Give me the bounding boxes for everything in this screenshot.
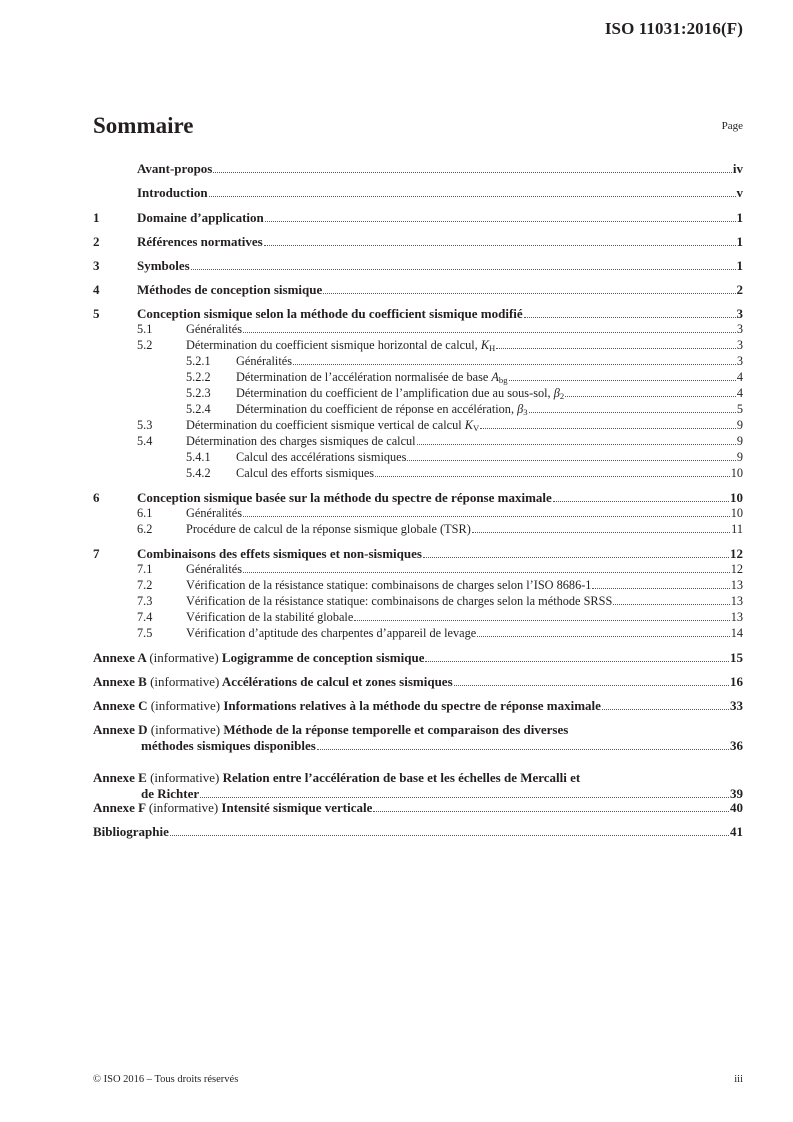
annex-type: (informative) (150, 770, 220, 785)
toc-entry-text: Vérification de la résistance statique: combinaisons de charges selon la méthode SRSS (186, 594, 613, 608)
toc-entry-text: Introduction (137, 185, 208, 200)
toc-entry-title (186, 594, 612, 609)
annex-line-1 (93, 770, 743, 786)
toc-entry-text: Détermination du coefficient sismique horizontal de calcul, (186, 338, 481, 352)
math-subscript: bg (498, 375, 508, 385)
annex-page: 16 (730, 674, 743, 689)
toc-entry-page: 11 (731, 522, 743, 536)
toc-entry-page: 9 (736, 434, 743, 448)
annex-title: Informations relatives à la méthode du spectre de réponse maximale (223, 698, 601, 713)
dot-leader (213, 172, 732, 173)
dot-leader (425, 661, 729, 662)
toc-entry-number: 6 (93, 490, 100, 505)
dot-leader (417, 444, 736, 445)
toc-entry-number: 3 (93, 258, 100, 273)
dot-leader (243, 516, 730, 517)
toc-annex-entry[interactable] (93, 722, 743, 754)
toc-entry-text: Généralités (186, 562, 242, 576)
toc-entry-text: Détermination des charges sismiques de calcul (186, 434, 416, 448)
annex-label: Annexe D (93, 722, 148, 737)
dot-leader (480, 428, 736, 429)
toc-entry-title (236, 370, 508, 385)
toc-entry-number: 7.5 (137, 626, 153, 640)
dot-leader (264, 245, 736, 246)
toc-entry-page: iv (732, 161, 743, 176)
dot-leader (323, 293, 735, 294)
dot-leader (509, 380, 736, 381)
toc-entry-page: 1 (736, 258, 743, 273)
toc-entry-number: 5.2.3 (186, 386, 211, 400)
toc-entry-title (137, 258, 190, 274)
dot-leader (293, 364, 736, 365)
toc-annex-entry[interactable] (93, 770, 743, 802)
bibliography-page: 41 (730, 824, 743, 839)
toc-entry-number: 5.4 (137, 434, 153, 448)
annex-type: (informative) (150, 722, 221, 737)
annex-label: Annexe C (93, 698, 148, 713)
annex-type: (informative) (148, 800, 219, 815)
math-symbol: β (553, 386, 560, 400)
toc-entry[interactable] (93, 466, 743, 481)
toc-entry[interactable] (93, 234, 743, 250)
math-subscript: H (489, 343, 496, 353)
toc-entry-title (186, 418, 479, 433)
toc-entry-title (137, 282, 322, 298)
toc-entry[interactable] (93, 578, 743, 593)
toc-entry-title (186, 522, 471, 537)
toc-entry-text: Vérification d’aptitude des charpentes d’appareil de levage (186, 626, 477, 640)
annex-type: (informative) (149, 650, 219, 665)
toc-entry-number: 5 (93, 306, 100, 321)
toc-entry-text: Domaine d’application (137, 210, 264, 225)
toc-entry-page: 3 (736, 354, 743, 368)
toc-entry-title (236, 466, 374, 481)
annex-title: Logigramme de conception sismique (221, 650, 425, 665)
annex-type: (informative) (150, 674, 220, 689)
math-subscript: V (472, 423, 480, 433)
math-symbol: β (517, 402, 524, 416)
toc-entry-text: Calcul des accélérations sismiques (236, 450, 407, 464)
toc-entry-page: 10 (730, 466, 743, 480)
annex-label: Annexe A (93, 650, 147, 665)
toc-entry-number: 5.3 (137, 418, 153, 432)
toc-entry-text: Détermination du coefficient de réponse en accélération, (236, 402, 518, 416)
annex-line-1 (93, 722, 743, 738)
toc-entry-title (236, 402, 528, 417)
annex-type: (informative) (150, 698, 221, 713)
dot-leader (553, 501, 729, 502)
toc-entry-title (137, 185, 208, 201)
toc-entry[interactable] (93, 386, 743, 401)
toc-entry-text: Généralités (186, 506, 242, 520)
annex-page: 40 (730, 800, 743, 815)
toc-entry[interactable] (93, 546, 743, 562)
toc-entry-page: 14 (730, 626, 743, 640)
dot-leader (243, 572, 730, 573)
page-column-label: Page (721, 120, 743, 132)
toc-entry[interactable] (93, 322, 743, 337)
toc-entry-number: 6.2 (137, 522, 153, 536)
toc-entry-text: Méthodes de conception sismique (137, 282, 323, 297)
toc-entry[interactable] (93, 490, 743, 506)
toc-entry-text: Vérification de la résistance statique: combinaisons de charges selon l’ISO 8686-1 (186, 578, 592, 592)
toc-entry[interactable] (93, 522, 743, 537)
toc-entry-text: Détermination du coefficient sismique vertical de calcul (186, 418, 465, 432)
toc-entry-text: Détermination du coefficient de l’amplification due au sous-sol, (236, 386, 554, 400)
toc-entry-number: 2 (93, 234, 100, 249)
toc-entry-number: 5.2.1 (186, 354, 211, 368)
dot-leader (454, 685, 729, 686)
toc-entry-page: v (736, 185, 743, 200)
toc-entry-title (186, 610, 353, 625)
toc-entry-title (236, 354, 292, 369)
math-symbol: K (464, 418, 473, 432)
toc-entry[interactable] (93, 594, 743, 609)
toc-entry[interactable] (93, 506, 743, 521)
dot-leader (243, 332, 736, 333)
toc-entry-page: 10 (730, 490, 743, 505)
toc-entry-title (186, 562, 242, 577)
dot-leader (200, 797, 729, 798)
toc-entry-number: 5.2.4 (186, 402, 211, 416)
toc-entry-title (137, 546, 422, 562)
dot-leader (265, 221, 736, 222)
toc-entry-text: Références normatives (137, 234, 263, 249)
toc-entry-text: Procédure de calcul de la réponse sismique globale (TSR) (186, 522, 471, 536)
toc-entry-number: 7 (93, 546, 100, 561)
annex-label: Annexe E (93, 770, 147, 785)
annex-title-group (93, 674, 453, 690)
toc-entry[interactable] (93, 354, 743, 369)
toc-entry[interactable] (93, 434, 743, 449)
toc-entry-page: 13 (730, 610, 743, 624)
toc-entry-number: 4 (93, 282, 100, 297)
toc-entry[interactable] (93, 338, 743, 353)
dot-leader (423, 557, 729, 558)
toc-entry-title (186, 434, 416, 449)
page-title: Sommaire (93, 113, 194, 138)
toc-entry-title (137, 306, 523, 322)
toc-entry-title (137, 161, 212, 177)
toc-annex-entry[interactable] (93, 800, 743, 816)
annex-title-group (93, 800, 372, 816)
toc-entry-title (137, 490, 552, 506)
toc-entry-text: Détermination de l’accélération normalisée de base (236, 370, 492, 384)
toc-entry[interactable] (93, 402, 743, 417)
annex-title: Intensité sismique verticale (221, 800, 373, 815)
toc-entry-title (186, 506, 242, 521)
annex-title-continued: méthodes sismiques disponibles (141, 738, 316, 753)
toc-entry-page: 10 (730, 506, 743, 520)
dot-leader (524, 317, 736, 318)
math-subscript: 3 (523, 407, 528, 417)
toc-annex-entry[interactable] (93, 698, 743, 714)
dot-leader (602, 709, 729, 710)
annex-label: Annexe B (93, 674, 147, 689)
toc-entry-number: 7.3 (137, 594, 153, 608)
toc-entry-title (236, 386, 564, 401)
dot-leader (317, 749, 729, 750)
toc-entry-text: Vérification de la stabilité globale (186, 610, 354, 624)
toc-entry[interactable] (93, 306, 743, 322)
dot-leader (209, 196, 736, 197)
toc-entry-title (186, 322, 242, 337)
toc-entry[interactable] (93, 626, 743, 641)
dot-leader (496, 348, 736, 349)
toc-entry-page: 3 (736, 338, 743, 352)
dot-leader (407, 460, 735, 461)
dot-leader (529, 412, 736, 413)
dot-leader (477, 636, 729, 637)
toc-entry-title (186, 338, 495, 353)
toc-entry-page: 12 (730, 546, 743, 561)
bibliography-title: Bibliographie (93, 824, 169, 839)
toc-entry-page: 13 (730, 578, 743, 592)
annex-title: Méthode de la réponse temporelle et comparaison des diverses (223, 722, 569, 737)
toc-entry-page: 3 (736, 322, 743, 336)
toc-entry-text: Calcul des efforts sismiques (236, 466, 375, 480)
toc-entry-text: Conception sismique selon la méthode du coefficient sismique modifié (137, 306, 523, 321)
toc-entry[interactable] (93, 610, 743, 625)
toc-entry[interactable] (93, 418, 743, 433)
toc-entry-number: 1 (93, 210, 100, 225)
dot-leader (565, 396, 736, 397)
toc-entry-number: 7.2 (137, 578, 153, 592)
toc-entry[interactable] (93, 282, 743, 298)
toc-entry-title (137, 234, 263, 250)
toc-entry-text: Avant-propos (137, 161, 213, 176)
toc-entry[interactable] (93, 562, 743, 577)
toc-entry[interactable] (93, 185, 743, 201)
page-number: iii (734, 1074, 743, 1085)
toc-entry-text: Symboles (137, 258, 190, 273)
dot-leader (191, 269, 736, 270)
annex-title-continued: de Richter (141, 786, 200, 801)
dot-leader (613, 604, 729, 605)
dot-leader (373, 811, 729, 812)
document-id: ISO 11031:2016(F) (604, 19, 743, 38)
annex-page: 15 (730, 650, 743, 665)
toc-entry-title (186, 578, 591, 593)
toc-entry-number: 7.1 (137, 562, 153, 576)
toc-entry[interactable] (93, 210, 743, 226)
math-symbol: K (480, 338, 490, 352)
math-subscript: 2 (559, 391, 565, 401)
dot-leader (354, 620, 729, 621)
annex-label: Annexe F (93, 800, 146, 815)
dot-leader (592, 588, 729, 589)
toc-entry-number: 5.2.2 (186, 370, 211, 384)
toc-entry-title (186, 626, 476, 641)
toc-entry-page: 5 (736, 402, 743, 416)
copyright-notice: © ISO 2016 – Tous droits réservés (93, 1074, 239, 1085)
annex-title-group (93, 698, 601, 714)
toc-entry-number: 7.4 (137, 610, 153, 624)
toc-entry-page: 2 (736, 282, 743, 297)
annex-page: 36 (730, 738, 743, 753)
toc-entry-number: 5.2 (137, 338, 153, 352)
toc-entry-page: 12 (730, 562, 743, 576)
toc-entry-number: 5.4.2 (186, 466, 211, 480)
toc-entry-page: 3 (736, 306, 743, 321)
toc-entry-number: 5.4.1 (186, 450, 211, 464)
math-symbol: A (491, 370, 499, 384)
annex-title: Accélérations de calcul et zones sismiques (221, 674, 453, 689)
annex-line-2 (93, 738, 743, 754)
toc-bibliography-entry[interactable] (93, 824, 743, 840)
toc-entry[interactable] (93, 161, 743, 177)
toc-entry-text: Combinaisons des effets sismiques et non-sismiques (137, 546, 422, 561)
dot-leader (472, 532, 730, 533)
toc-entry-number: 6.1 (137, 506, 153, 520)
toc-entry-page: 1 (736, 210, 743, 225)
annex-page: 39 (730, 786, 743, 801)
toc-entry-page: 9 (736, 450, 743, 464)
annex-page: 33 (730, 698, 743, 713)
dot-leader (375, 476, 730, 477)
toc-entry-text: Conception sismique basée sur la méthode du spectre de réponse maximale (137, 490, 552, 505)
toc-entry[interactable] (93, 450, 743, 465)
toc-entry-page: 4 (736, 386, 743, 400)
toc-entry-page: 1 (736, 234, 743, 249)
toc-entry[interactable] (93, 258, 743, 274)
annex-title: Relation entre l’accélération de base et les échelles de Mercalli et (222, 770, 581, 785)
dot-leader (170, 835, 729, 836)
annex-title-group (93, 650, 424, 666)
toc-entry-text: Généralités (186, 322, 242, 336)
toc-entry-number: 5.1 (137, 322, 153, 336)
toc-entry-title (137, 210, 264, 226)
toc-entry-page: 4 (736, 370, 743, 384)
toc-annex-entry[interactable] (93, 674, 743, 690)
toc-entry-page: 13 (730, 594, 743, 608)
toc-entry[interactable] (93, 370, 743, 385)
toc-entry-text: Généralités (236, 354, 292, 368)
toc-entry-page: 9 (736, 418, 743, 432)
toc-entry-title (236, 450, 406, 465)
toc-annex-entry[interactable] (93, 650, 743, 666)
